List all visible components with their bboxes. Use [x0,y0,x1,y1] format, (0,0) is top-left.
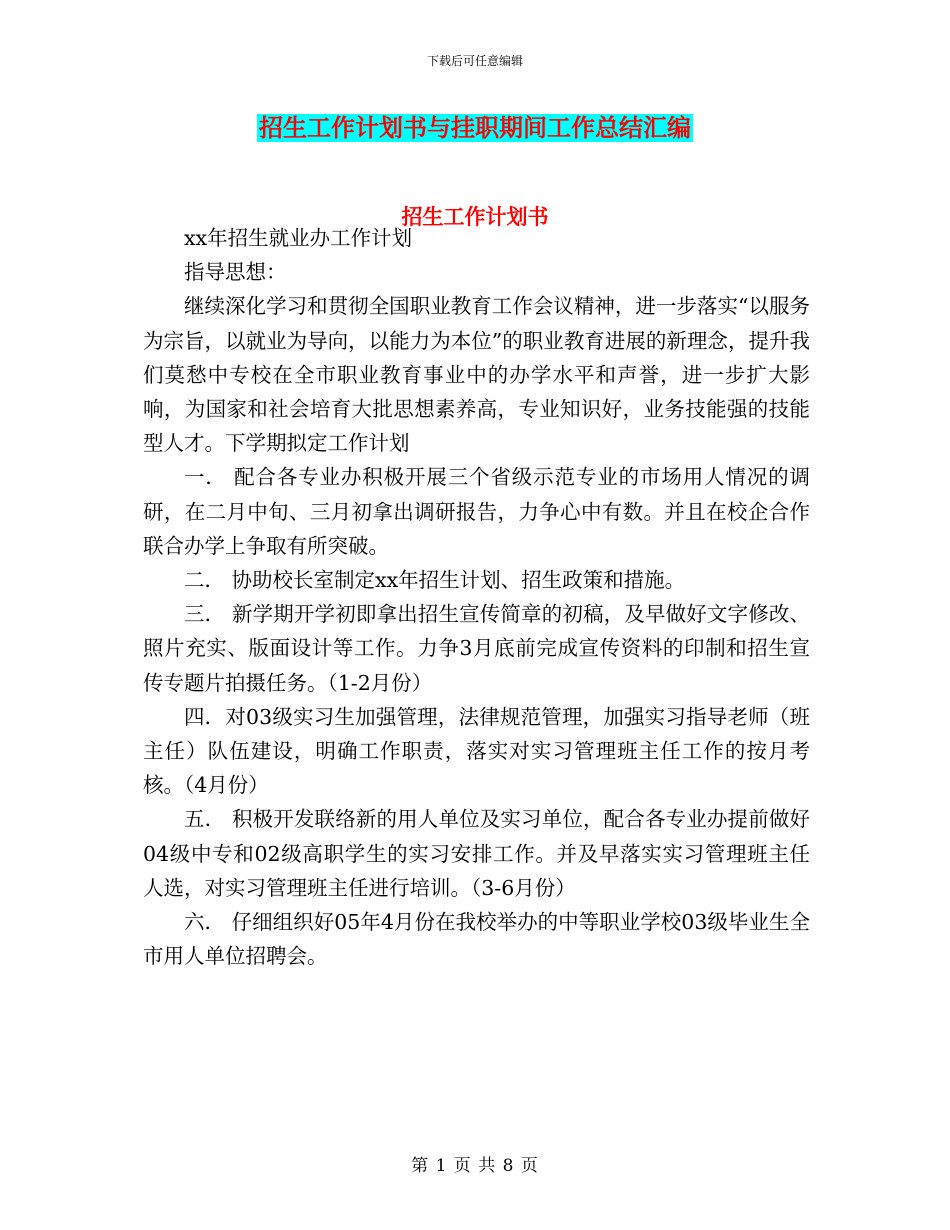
paragraph-item-6: 六． 仔细组织好05年4月份在我校举办的中等职业学校03级毕业生全市用人单位招聘会。 [143,910,810,969]
paragraph-guiding-thought: 继续深化学习和贯彻全国职业教育工作会议精神，进一步落实“以服务为宗旨，以就业为导向，以能力为本位”的职业教育进展的新理念，提升我们莫愁中专校在全市职业教育事业中的办学水平和声誉，进一步扩大影响，为国家和社会培育大批思想素养高，专业知识好，业务技能强的技能型人才。下学期拟定工作计划 [143,294,810,456]
paragraph-plan-title: xx年招生就业办工作计划 [184,226,413,250]
document-body [143,221,810,973]
paragraph-item-5: 五． 积极开发联络新的用人单位及实习单位，配合各专业办提前做好04级中专和02级高职学生的实习安排工作。并及早落实实习管理班主任人选，对实习管理班主任进行培训。（3-6月份） [143,807,810,900]
paragraph-item-2: 二． 协助校长室制定xx年招生计划、招生政策和措施。 [184,568,686,593]
document-title [0,112,950,144]
page-footer: 第 1 页 共 8 页 [411,1156,539,1176]
header-note: 下载后可任意编辑 [426,54,523,68]
document-title-text: 招生工作计划书与挂职期间工作总结汇编 [259,114,691,142]
paragraph-guiding-heading: 指导思想： [184,260,287,285]
paragraph-item-1: 一． 配合各专业办积极开展三个省级示范专业的市场用人情况的调研，在二月中旬、三月初拿出调研报告，力争心中有数。并且在校企合作联合办学上争取有所突破。 [143,465,810,558]
paragraph-item-3: 三． 新学期开学初即拿出招生宣传简章的初稿，及早做好文字修改、照片充实、版面设计等工作。力争3月底前完成宣传资料的印制和招生宣传专题片拍摄任务。（1-2月份） [143,602,810,695]
paragraph-item-4: 四．对03级实习生加强管理，法律规范管理，加强实习指导老师（班主任）队伍建设，明确工作职责，落实对实习管理班主任工作的按月考核。（4月份） [143,704,810,798]
section-title: 招生工作计划书 [401,205,549,229]
